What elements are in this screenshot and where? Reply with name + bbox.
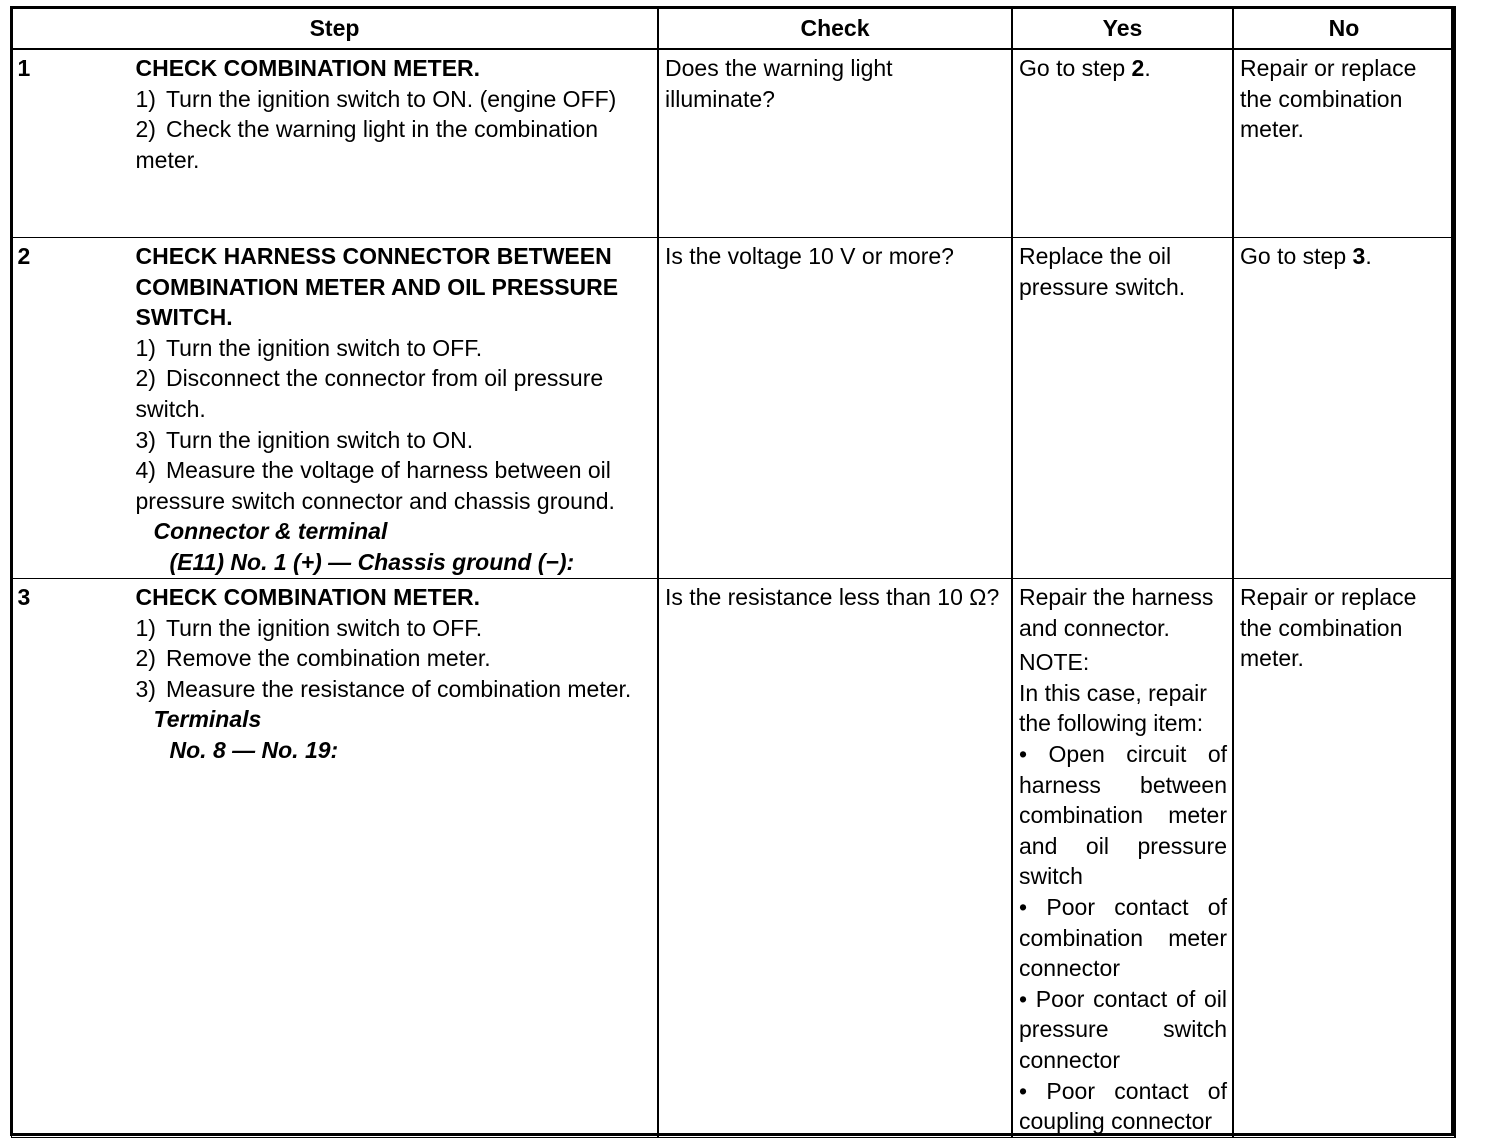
step-number: 2 — [17, 243, 31, 269]
spec-value: (E11) No. 1 (+) — Chassis ground (−): — [169, 548, 575, 575]
table-row — [11, 579, 1455, 1138]
header-yes: Yes — [1012, 7, 1233, 49]
step-number: 3 — [17, 584, 31, 610]
no-cell: Go to step 3. — [1233, 238, 1455, 579]
step-cell — [11, 579, 658, 1138]
list-item: • Poor contact of oil pressure switch connector — [1019, 985, 1227, 1073]
yes-action: Repair the harness and connector. — [1019, 584, 1214, 641]
step-cell — [11, 238, 658, 579]
yes-cell — [1012, 579, 1233, 1138]
table-row — [11, 238, 1455, 579]
spec-value: No. 8 — No. 19: — [169, 736, 339, 763]
substep: 2) Remove the combination meter. — [135, 645, 491, 672]
check-cell: Does the warning light illuminate? — [658, 49, 1012, 238]
substep: 2) Disconnect the connector from oil pressure switch. — [135, 365, 604, 422]
list-item: • Poor contact of combination meter connector — [1019, 893, 1227, 982]
list-item: • Poor contact of coupling connector — [1019, 1077, 1227, 1135]
step-title: CHECK COMBINATION METER. — [135, 55, 481, 81]
substep: 3) Turn the ignition switch to ON. — [135, 426, 474, 453]
yes-cell: Go to step 2. — [1012, 49, 1233, 238]
no-cell: Repair or replace the combination meter. — [1233, 579, 1455, 1138]
check-cell: Is the resistance less than 10 Ω? — [658, 579, 1012, 1138]
table-row — [11, 49, 1455, 238]
spec-label: Connector & terminal — [153, 518, 388, 545]
note-label: NOTE: — [1019, 649, 1090, 676]
step-cell — [11, 49, 658, 238]
header-check: Check — [658, 7, 1012, 49]
list-item: • Open circuit of harness between combination meter and oil pressure switch — [1019, 740, 1227, 890]
step-title: CHECK HARNESS CONNECTOR BETWEEN COMBINATION METER AND OIL PRESSURE SWITCH. — [135, 243, 619, 331]
substep: 3) Measure the resistance of combination meter. — [135, 675, 632, 702]
step-number: 1 — [17, 55, 31, 81]
header-no: No — [1233, 7, 1455, 49]
spec-label: Terminals — [153, 706, 262, 733]
substep: 1) Turn the ignition switch to OFF. — [135, 334, 483, 361]
step-title: CHECK COMBINATION METER. — [135, 584, 481, 610]
check-cell: Is the voltage 10 V or more? — [658, 238, 1012, 579]
substep: 4) Measure the voltage of harness between oil pressure switch connector and chassis ground. — [135, 457, 615, 514]
diagnostic-table — [10, 6, 1456, 1138]
header-row — [11, 7, 1455, 49]
no-cell: Repair or replace the combination meter. — [1233, 49, 1455, 238]
header-step: Step — [11, 7, 658, 49]
substep: 2) Check the warning light in the combination meter. — [135, 116, 599, 173]
note-intro: In this case, repair the following item: — [1019, 679, 1207, 737]
substep: 1) Turn the ignition switch to OFF. — [135, 614, 483, 641]
yes-cell: Replace the oil pressure switch. — [1012, 238, 1233, 579]
substep: 1) Turn the ignition switch to ON. (engine OFF) — [135, 85, 617, 112]
